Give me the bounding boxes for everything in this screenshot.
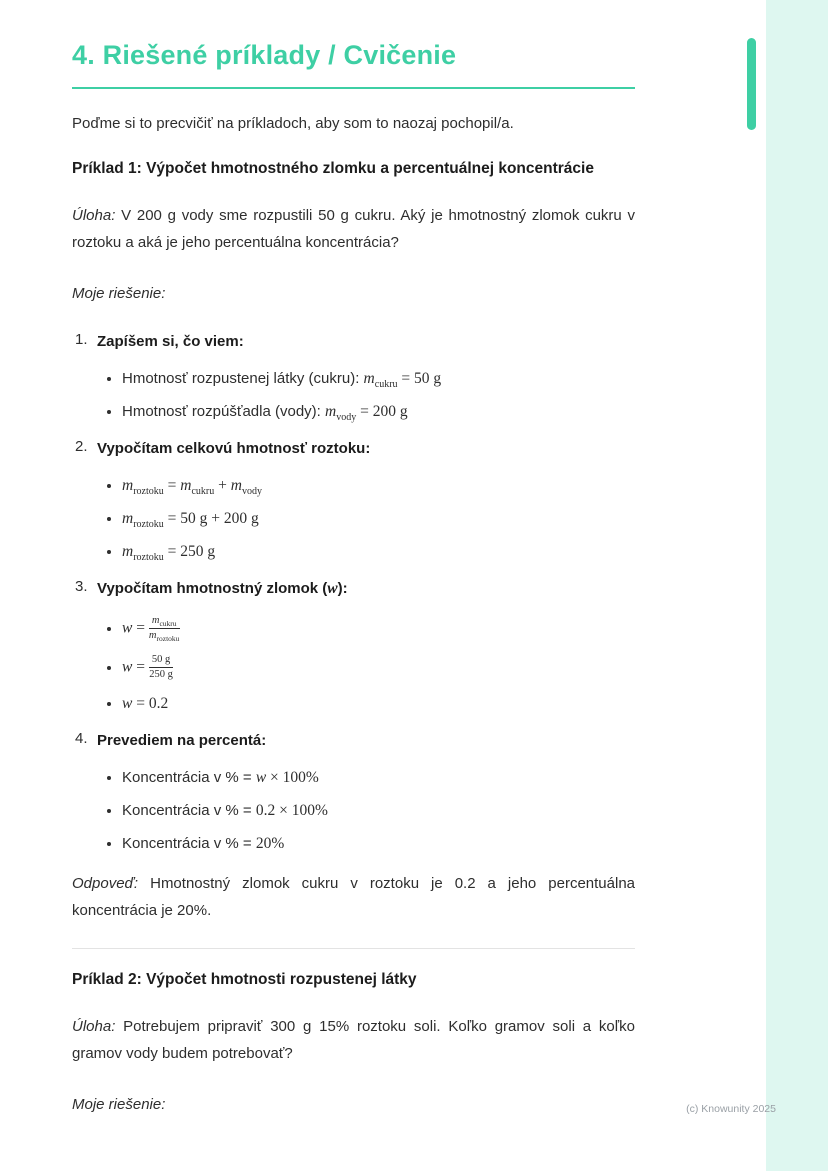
task-text: Potrebujem pripraviť 300 g 15% roztoku soli. Koľko gramov soli a koľko gramov vody budem potrebovať? <box>72 1018 635 1063</box>
step-bullet: • Koncentrácia v % = w × 100% <box>122 767 635 788</box>
title-underline <box>72 87 635 89</box>
section-divider <box>72 948 635 949</box>
math-fraction: $\frac{m_{cukru}}{m_{roztoku}}$ <box>148 615 180 644</box>
scrollbar-thumb[interactable] <box>747 38 756 130</box>
task-label: Úloha: <box>72 207 116 224</box>
step-bullet: • $m_{roztoku} = 50$ g + 200 g <box>122 508 635 529</box>
step-bullets <box>97 767 635 854</box>
solution-step <box>97 578 635 714</box>
step-bullet: • $m_{roztoku} = 250$ g <box>122 541 635 562</box>
task-label: Úloha: <box>72 1018 116 1036</box>
example1-task <box>72 202 635 256</box>
solution-step <box>97 331 635 422</box>
intro-text: Poďme si to precvičiť na príkladoch, aby som to naozaj pochopil/a. <box>72 115 514 132</box>
step-bullets <box>97 368 635 422</box>
solution-steps-list <box>72 331 635 854</box>
step-bullet: • w = 0.2 <box>122 693 635 714</box>
step-bullet: • Koncentrácia v % = 20% <box>122 833 635 854</box>
document-content <box>72 40 635 1142</box>
solution-step <box>97 438 635 562</box>
example1-heading: Príklad 1: Výpočet hmotnostného zlomku a percentuálnej koncentrácie <box>72 160 594 177</box>
example1-answer <box>72 870 635 924</box>
solution-label: Moje riešenie: <box>72 1096 166 1114</box>
page-title: 4. Riešené príklady / Cvičenie <box>72 40 457 70</box>
step-title: Vypočítam celkovú hmotnosť roztoku: <box>97 440 371 457</box>
step-title: Zapíšem si, čo viem: <box>97 333 244 350</box>
task-text: V 200 g vody sme rozpustili 50 g cukru. Aký je hmotnostný zlomok cukru v roztoku a aká je jeho percentuálna koncentrácia? <box>72 207 636 251</box>
solution-label: Moje riešenie: <box>72 285 166 302</box>
step-bullet: • w = $\frac{50 g}{250 g}$ <box>122 654 635 681</box>
math-fraction: $\frac{50 g}{250 g}$ <box>149 654 173 681</box>
answer-text: Hmotnostný zlomok cukru v roztoku je 0.2 a jeho percentuálna koncentrácia je 20%. <box>72 875 636 920</box>
step-bullet: • Hmotnosť rozpúšťadla (vody): $m_{vody} = 200$ g <box>122 401 635 422</box>
answer-label: Odpoveď: <box>72 875 139 893</box>
step-bullet: • w = $\frac{m_{cukru}}{m_{roztoku}}$ <box>122 615 635 642</box>
example1-solution-intro <box>72 280 635 307</box>
example2-solution-intro <box>72 1091 635 1118</box>
step-bullets <box>97 475 635 562</box>
solution-step <box>97 730 635 854</box>
example2-heading: Príklad 2: Výpočet hmotnosti rozpustenej látky <box>72 971 417 989</box>
example2-task <box>72 1013 635 1067</box>
step-bullets <box>97 615 635 714</box>
step-bullet: • $m_{roztoku} = m_{cukru} + m_{vody}$ <box>122 475 635 496</box>
footer-credit: (c) Knowunity 2025 <box>686 1103 776 1115</box>
right-margin-band <box>766 0 828 1171</box>
step-title: Vypočítam hmotnostný zlomok (w): <box>97 580 348 597</box>
step-title: Prevediem na percentá: <box>97 732 267 750</box>
step-bullet: • Koncentrácia v % = 0.2 × 100% <box>122 800 635 821</box>
step-bullet: • Hmotnosť rozpustenej látky (cukru): $m_{cukru} = 50$ g <box>122 368 635 389</box>
